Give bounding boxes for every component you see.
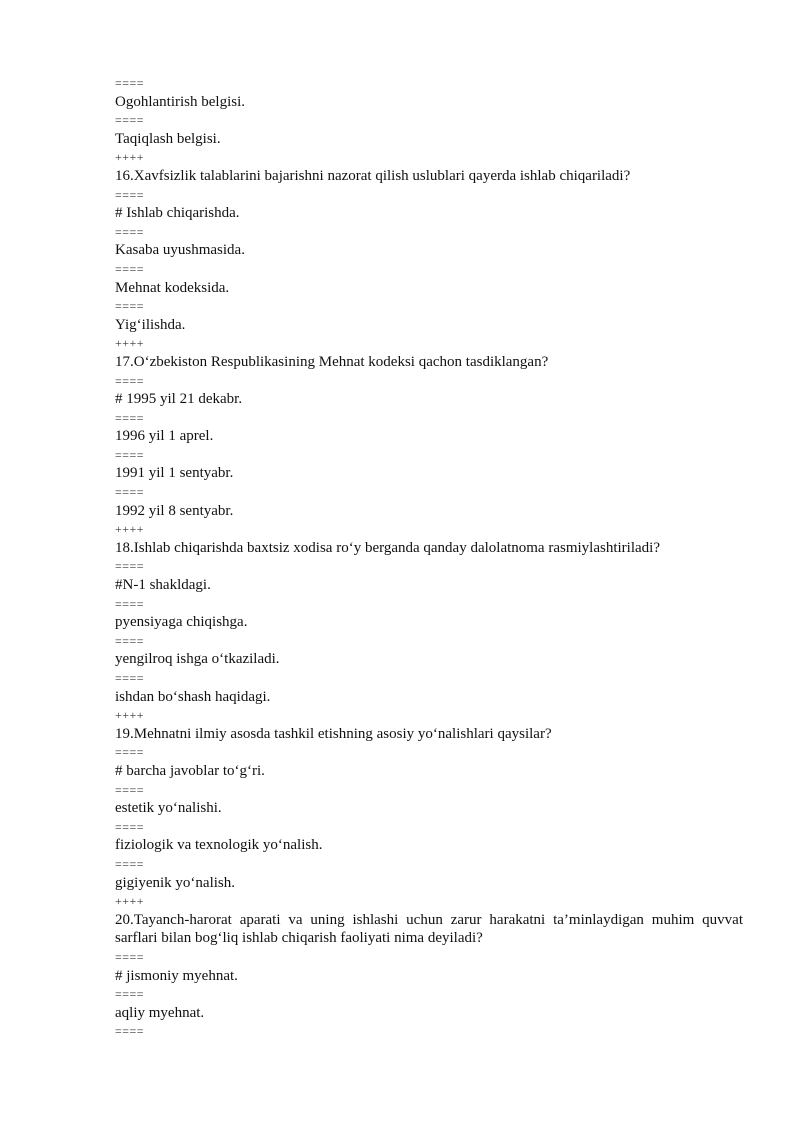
option-separator: ==== — [115, 410, 145, 425]
option-separator: ==== — [115, 782, 145, 797]
answer-option: Yig‘ilishda. — [115, 316, 186, 333]
question-text: 17.O‘zbekiston Respublikasining Mehnat kodeksi qachon tasdiklangan? — [115, 353, 549, 370]
question-separator: ++++ — [115, 894, 145, 909]
question-text: 19.Mehnatni ilmiy asosda tashkil etishning asosiy yo‘nalishlari qaysilar? — [115, 725, 552, 742]
correct-answer-option: # barcha javoblar to‘g‘ri. — [115, 762, 265, 779]
option-separator: ==== — [115, 373, 145, 388]
correct-answer-option: #N-1 shakldagi. — [115, 577, 211, 594]
answer-option: estetik yo‘nalishi. — [115, 800, 222, 817]
answer-option: Mehnat kodeksida. — [115, 279, 230, 296]
question-text: 20.Tayanch-harorat aparati va uning ishlashi uchun zarur harakatni ta’minlaydigan muhim quvvat sarflari bilan bog‘liq ishlab chiqarish faoliyati nima deyiladi? — [115, 911, 743, 947]
option-separator: ==== — [115, 447, 145, 462]
answer-option: fiziologik va texnologik yo‘nalish. — [115, 837, 323, 854]
answer-option: yengilroq ishga o‘tkaziladi. — [115, 651, 280, 668]
option-separator: ==== — [115, 559, 145, 574]
answer-option: Taqiqlash belgisi. — [115, 130, 221, 147]
correct-answer-option: # 1995 yil 21 dekabr. — [115, 391, 243, 408]
option-separator: ==== — [115, 819, 145, 834]
option-separator: ==== — [115, 261, 145, 276]
option-separator: ==== — [115, 949, 145, 964]
answer-option: 1991 yil 1 sentyabr. — [115, 465, 234, 482]
question-separator: ++++ — [115, 708, 145, 723]
option-separator: ==== — [115, 596, 145, 611]
option-separator: ==== — [115, 987, 145, 1002]
option-separator: ==== — [115, 856, 145, 871]
question-separator: ++++ — [115, 150, 145, 165]
answer-option: Kasaba uyushmasida. — [115, 242, 245, 259]
question-separator: ++++ — [115, 522, 145, 537]
answer-option: 1996 yil 1 aprel. — [115, 428, 214, 445]
option-separator: ==== — [115, 187, 145, 202]
answer-option: pyensiyaga chiqishga. — [115, 614, 248, 631]
correct-answer-option: # jismoniy myehnat. — [115, 967, 238, 984]
option-separator: ==== — [115, 113, 145, 128]
option-separator: ==== — [115, 224, 145, 239]
document-body — [115, 74, 743, 1041]
answer-option: Ogohlantirish belgisi. — [115, 93, 245, 110]
answer-option: aqliy myehnat. — [115, 1004, 205, 1021]
question-text: 16.Xavfsizlik talablarini bajarishni nazorat qilish uslublari qayerda ishlab chiqariladi? — [115, 167, 631, 184]
option-separator: ==== — [115, 745, 145, 760]
option-separator: ==== — [115, 1024, 145, 1039]
option-separator: ==== — [115, 671, 145, 685]
option-separator: ==== — [115, 633, 145, 648]
option-separator: ==== — [115, 76, 145, 90]
answer-option: gigiyenik yo‘nalish. — [115, 874, 235, 891]
option-separator: ==== — [115, 299, 145, 314]
correct-answer-option: # Ishlab chiqarishda. — [115, 205, 240, 222]
question-separator: ++++ — [115, 336, 145, 351]
answer-option: 1992 yil 8 sentyabr. — [115, 502, 234, 519]
answer-option: ishdan bo‘shash haqidagi. — [115, 688, 271, 705]
option-separator: ==== — [115, 485, 145, 500]
question-text: 18.Ishlab chiqarishda baxtsiz xodisa ro‘y berganda qanday dalolatnoma rasmiylashtiriladi? — [115, 539, 660, 556]
